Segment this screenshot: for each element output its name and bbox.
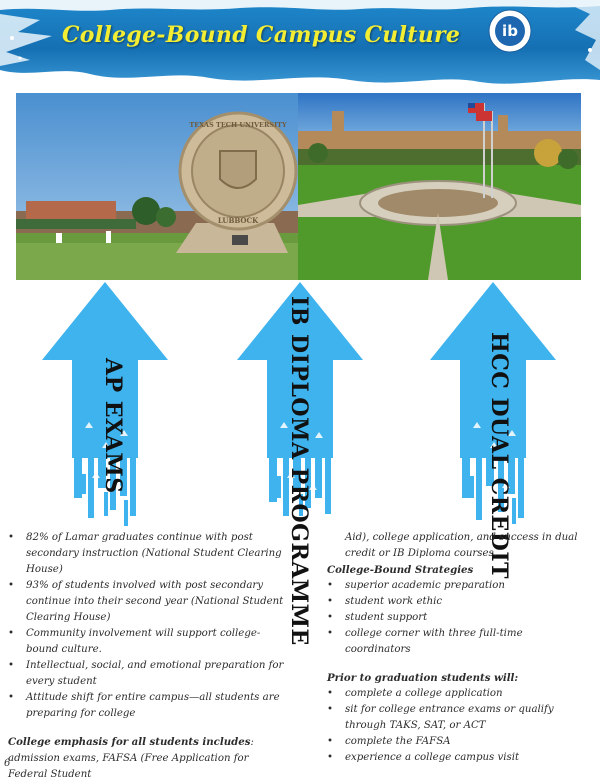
page-title: College-Bound Campus Culture xyxy=(62,22,461,48)
graduation-heading: Prior to graduation students will: xyxy=(327,672,519,684)
texas-tech-seal-photo xyxy=(16,93,298,280)
list-item: • student work ethic xyxy=(327,594,589,610)
college-emphasis-text: : admission exams, FAFSA (Free Application for Federal Student xyxy=(8,737,254,780)
stats-list xyxy=(8,530,288,722)
college-emphasis-continuation: Aid), college application, and success in dual credit or IB Diploma courses. xyxy=(345,532,578,559)
campus-circle-photo xyxy=(298,93,581,280)
strategies-list xyxy=(327,578,589,658)
list-item: • complete a college application xyxy=(327,686,589,702)
ib-logo-text: ib xyxy=(502,22,518,40)
strategies-heading: College-Bound Strategies xyxy=(327,564,474,576)
page-number: 6 xyxy=(4,758,11,769)
list-item: • experience a college campus visit xyxy=(327,750,589,766)
list-item: • student support xyxy=(327,610,589,626)
graduation-list xyxy=(327,686,589,766)
seal-bottom-text: LUBBOCK xyxy=(217,216,259,225)
arrow-label-ap-exams: AP EXAMS xyxy=(100,358,126,494)
arrow-label-ib-diploma: IB DIPLOMA PROGRAMME xyxy=(286,296,312,646)
right-text-column xyxy=(327,530,589,766)
header-banner xyxy=(0,0,600,88)
college-emphasis-heading: College emphasis for all students includes xyxy=(8,736,251,748)
college-emphasis-paragraph xyxy=(8,734,288,783)
list-item: • college corner with three full-time coordinators xyxy=(327,626,589,658)
list-item: • Intellectual, social, and emotional preparation for every student xyxy=(8,658,288,690)
list-item: • Community involvement will support college-bound culture. xyxy=(8,626,288,658)
ib-logo xyxy=(488,9,532,53)
list-item: • 93% of students involved with post secondary continue into their second year (National Student Clearing House) xyxy=(8,578,288,626)
list-item: • complete the FAFSA xyxy=(327,734,589,750)
list-item: • sit for college entrance exams or qualify through TAKS, SAT, or ACT xyxy=(327,702,589,734)
list-item: • 82% of Lamar graduates continue with post secondary instruction (National Student Clearing House) xyxy=(8,530,288,578)
list-item: • superior academic preparation xyxy=(327,578,589,594)
left-text-column xyxy=(8,530,288,783)
seal-ring-text: TEXAS TECH UNIVERSITY xyxy=(189,121,287,129)
arrow-label-hcc-dual-credit: HCC DUAL CREDIT xyxy=(486,332,512,580)
list-item: • Attitude shift for entire campus—all students are preparing for college xyxy=(8,690,288,722)
